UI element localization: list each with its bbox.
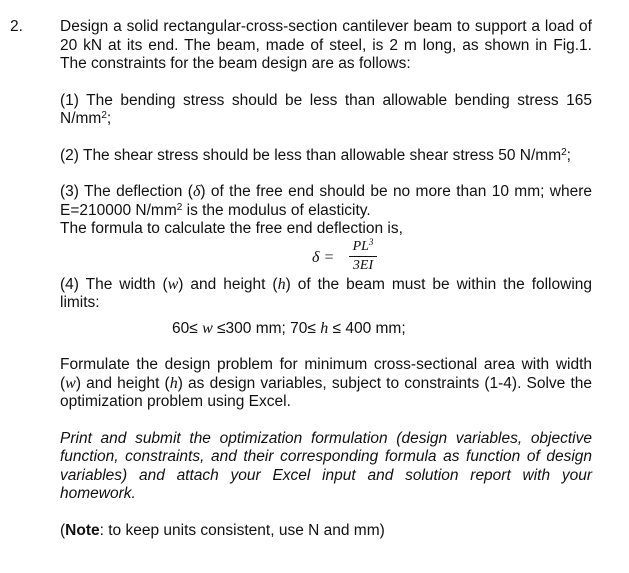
- problem-intro: Design a solid rectangular-cross-section cantilever beam to support a load of 20 kN at its end. The beam, made of steel, is 2 m long, as shown in Fig.1. The constraints for the beam design are as follows:: [60, 18, 592, 72]
- problem-number: 2.: [10, 18, 23, 35]
- limits-text-b: ≤300 mm; 70≤: [212, 319, 321, 337]
- constraint-2: [60, 147, 592, 166]
- constraint-2-end: ;: [566, 146, 571, 164]
- note-paren: (: [60, 521, 66, 539]
- problem-body: [60, 18, 592, 540]
- formula-numerator: [349, 238, 377, 255]
- constraint-3-text-c: is the modulus of elasticity.: [182, 201, 371, 219]
- constraint-4-text-b: ) and height (: [178, 275, 278, 293]
- submission-instructions: Print and submit the optimization formulation (design variables, objective function, constraints, and their corresponding formula as function of design variables) and attach your Excel input and solution report with your homework.: [60, 429, 592, 502]
- constraint-4-text-c: ) of the beam must be within the following limits:: [60, 275, 593, 311]
- constraint-2-text: (2) The shear stress should be less than allowable shear stress 50 N/mm: [60, 146, 562, 164]
- height-var: h: [169, 374, 178, 392]
- formulation-text-b: ) and height (: [75, 374, 170, 392]
- formula-numerator-text: PL: [352, 238, 369, 254]
- deflection-formula: [60, 238, 592, 276]
- width-var: w: [202, 319, 213, 337]
- constraint-1-text: (1) The bending stress should be less than allowable bending stress 165 N/mm: [60, 91, 592, 127]
- formulation-instructions: [60, 356, 592, 412]
- formula-lhs: δ =: [312, 248, 335, 266]
- constraint-3: [60, 183, 592, 220]
- deflection-formula-intro: The formula to calculate the free end deflection is,: [60, 220, 403, 237]
- units-note: [60, 522, 592, 541]
- formula-fraction: [349, 238, 377, 274]
- superscript-2: 2: [101, 110, 107, 121]
- formulation-text-a: Formulate the design problem for minimum cross-sectional area with width (: [60, 356, 592, 392]
- constraint-1: [60, 92, 592, 129]
- delta-symbol: δ: [192, 183, 201, 200]
- height-var: h: [277, 275, 286, 293]
- height-var: h: [320, 319, 329, 337]
- constraint-4-text-a: (4) The width (: [60, 275, 168, 293]
- superscript-2: 2: [176, 201, 183, 213]
- constraint-1-end: ;: [106, 110, 112, 127]
- note-label: Note: [65, 521, 100, 539]
- note-text: : to keep units consistent, use N and mm): [99, 521, 385, 539]
- constraint-4: [60, 276, 592, 313]
- limits-text-a: 60≤: [172, 319, 203, 337]
- variable-limits: [60, 320, 592, 339]
- width-var: w: [65, 374, 76, 392]
- formula-denominator: 3EI: [352, 257, 374, 273]
- limits-text-c: ≤ 400 mm;: [328, 319, 406, 337]
- superscript-2: 2: [561, 146, 567, 158]
- constraint-3-text-b: ) of the free end should be no more than 10 mm; where E=210000 N/mm: [60, 183, 592, 219]
- superscript-3: 3: [368, 236, 374, 247]
- constraint-3-text-a: (3) The deflection (: [60, 183, 193, 200]
- formulation-text-c: ) as design variables, subject to constraints (1-4). Solve the optimization problem using Excel.: [60, 374, 593, 410]
- width-var: w: [167, 275, 179, 293]
